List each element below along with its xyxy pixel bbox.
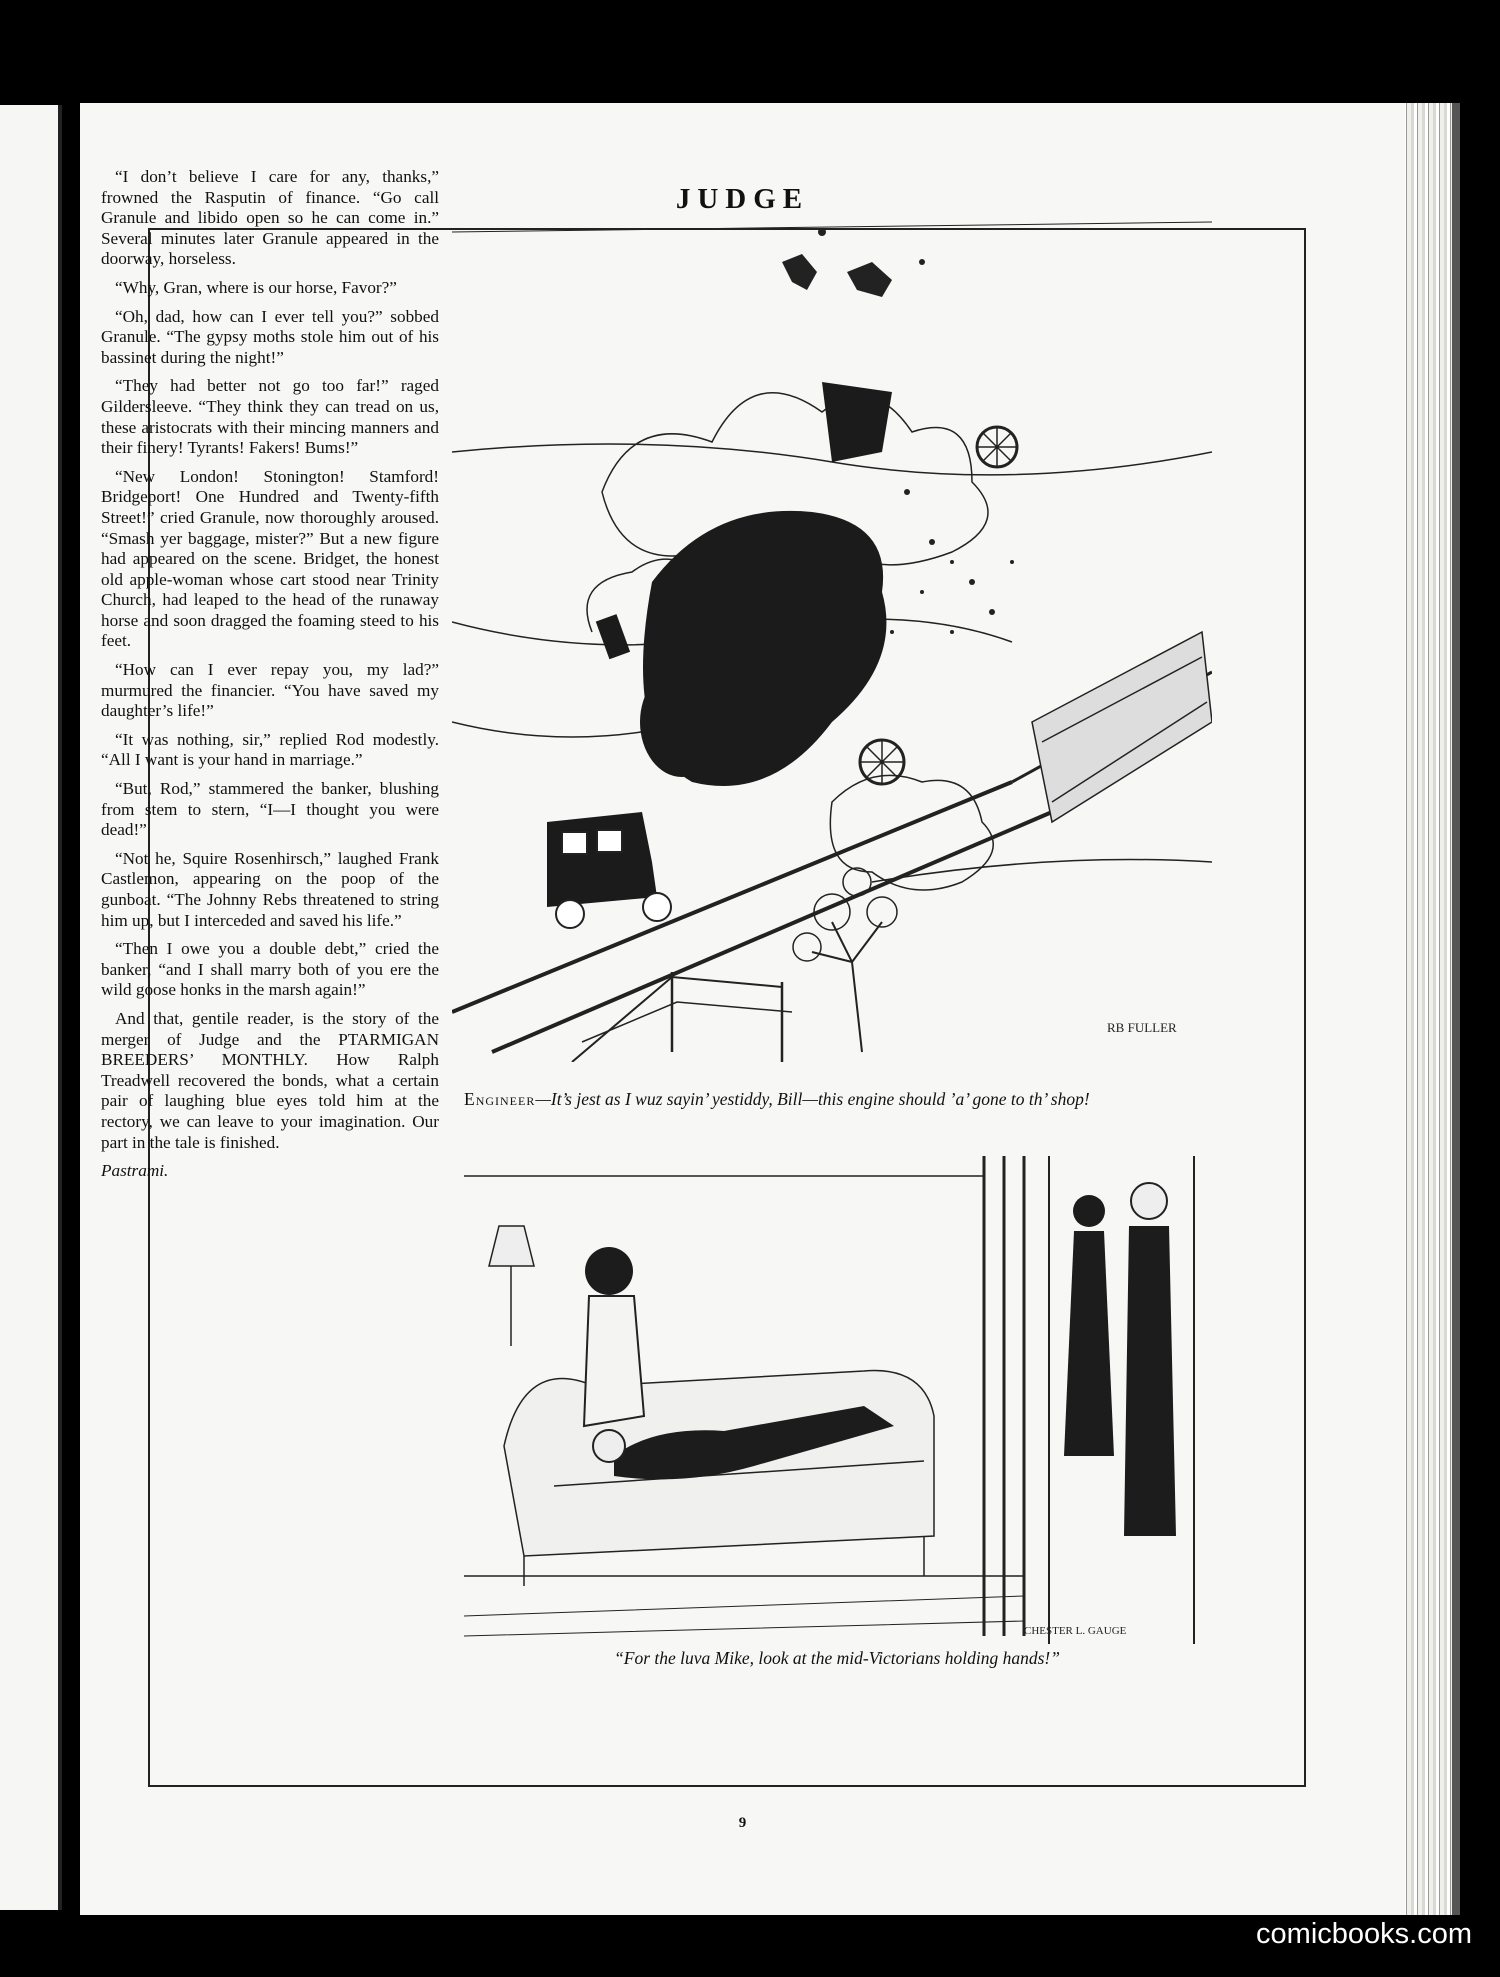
left-page-edge bbox=[0, 105, 62, 1910]
train-wreck-cartoon bbox=[452, 162, 1212, 1062]
train-wreck-illustration bbox=[452, 162, 1212, 1062]
story-paragraph: “Not he, Squire Rosenhirsch,” laughed Frank Castlemon, appearing on the poop of the gunboat. “The Johnny Rebs threatened to string him up, but I interceded and saved his life.” bbox=[101, 848, 439, 930]
artist-signature-bottom: CHESTER L. GAUGE bbox=[1024, 1625, 1127, 1637]
masthead: JUDGE bbox=[675, 183, 810, 215]
story-paragraph: And that, gentile reader, is the story of the merger of Judge and the PTARMIGAN BREEDERS’ MONTHLY. How Ralph Treadwell recovered the bonds, what a certain pair of laughing blue eyes told him at the rectory, we can leave to your imagination. Our part in the tale is finished. bbox=[101, 1008, 439, 1152]
story-signature: Pastrami. bbox=[101, 1161, 169, 1181]
site-watermark: comicbooks.com bbox=[1256, 1918, 1472, 1950]
page-number: 9 bbox=[738, 1815, 747, 1831]
story-paragraph: “Why, Gran, where is our horse, Favor?” bbox=[115, 277, 397, 297]
story-paragraph: “They had better not go too far!” raged Gildersleeve. “They think they can tread on us, these aristocrats with their mincing manners and their finery! Tyrants! Fakers! Bums!” bbox=[101, 376, 439, 458]
story-paragraph: “I don’t believe I care for any, thanks,” frowned the Rasputin of finance. “Go call Granule and libido open so he can come in.” Several minutes later Granule appeared in the doorway, horseless. bbox=[101, 167, 439, 269]
artist-signature-top: RB FULLER bbox=[1107, 1020, 1177, 1035]
caption-bottom: “For the luva Mike, look at the mid-Victorians holding hands!” bbox=[614, 1648, 1060, 1668]
story-paragraph: “Then I owe you a double debt,” cried the banker, “and I shall marry both of you ere the wild goose honks in the marsh again!” bbox=[101, 939, 439, 1000]
story-paragraph: “Oh, dad, how can I ever tell you?” sobbed Granule. “The gypsy moths stole him out of his bassinet during the night!” bbox=[101, 306, 439, 367]
story-paragraph: “It was nothing, sir,” replied Rod modestly. “All I want is your hand in marriage.” bbox=[101, 729, 439, 770]
sofa-cartoon bbox=[464, 1156, 1210, 1644]
sofa-illustration bbox=[464, 1156, 1210, 1644]
caption-top-speaker: Engineer bbox=[464, 1089, 536, 1109]
caption-top-text: —It’s jest as I wuz sayin’ yestiddy, Bill—this engine should ’a’ gone to th’ shop! bbox=[535, 1089, 1090, 1109]
page-stack-edge bbox=[1400, 103, 1452, 1915]
story-column bbox=[101, 167, 439, 1667]
story-paragraph: “New London! Stonington! Stamford! Bridgeport! One Hundred and Twenty-fifth Street!” cried Granule, now thoroughly aroused. “Smash yer baggage, mister?” But a new figure had appeared on the scene. Bridget, the honest old apple-woman whose cart stood near Trinity Church, had leaped to the head of the runaway horse and soon dragged the foaming steed to his feet. bbox=[101, 466, 439, 651]
caption-top bbox=[464, 1088, 1214, 1110]
story-paragraph: “How can I ever repay you, my lad?” murmured the financier. “You have saved my daughter’s life!” bbox=[101, 660, 439, 721]
story-paragraph: “But, Rod,” stammered the banker, blushing from stem to stern, “I—I thought you were dead!” bbox=[101, 779, 439, 840]
